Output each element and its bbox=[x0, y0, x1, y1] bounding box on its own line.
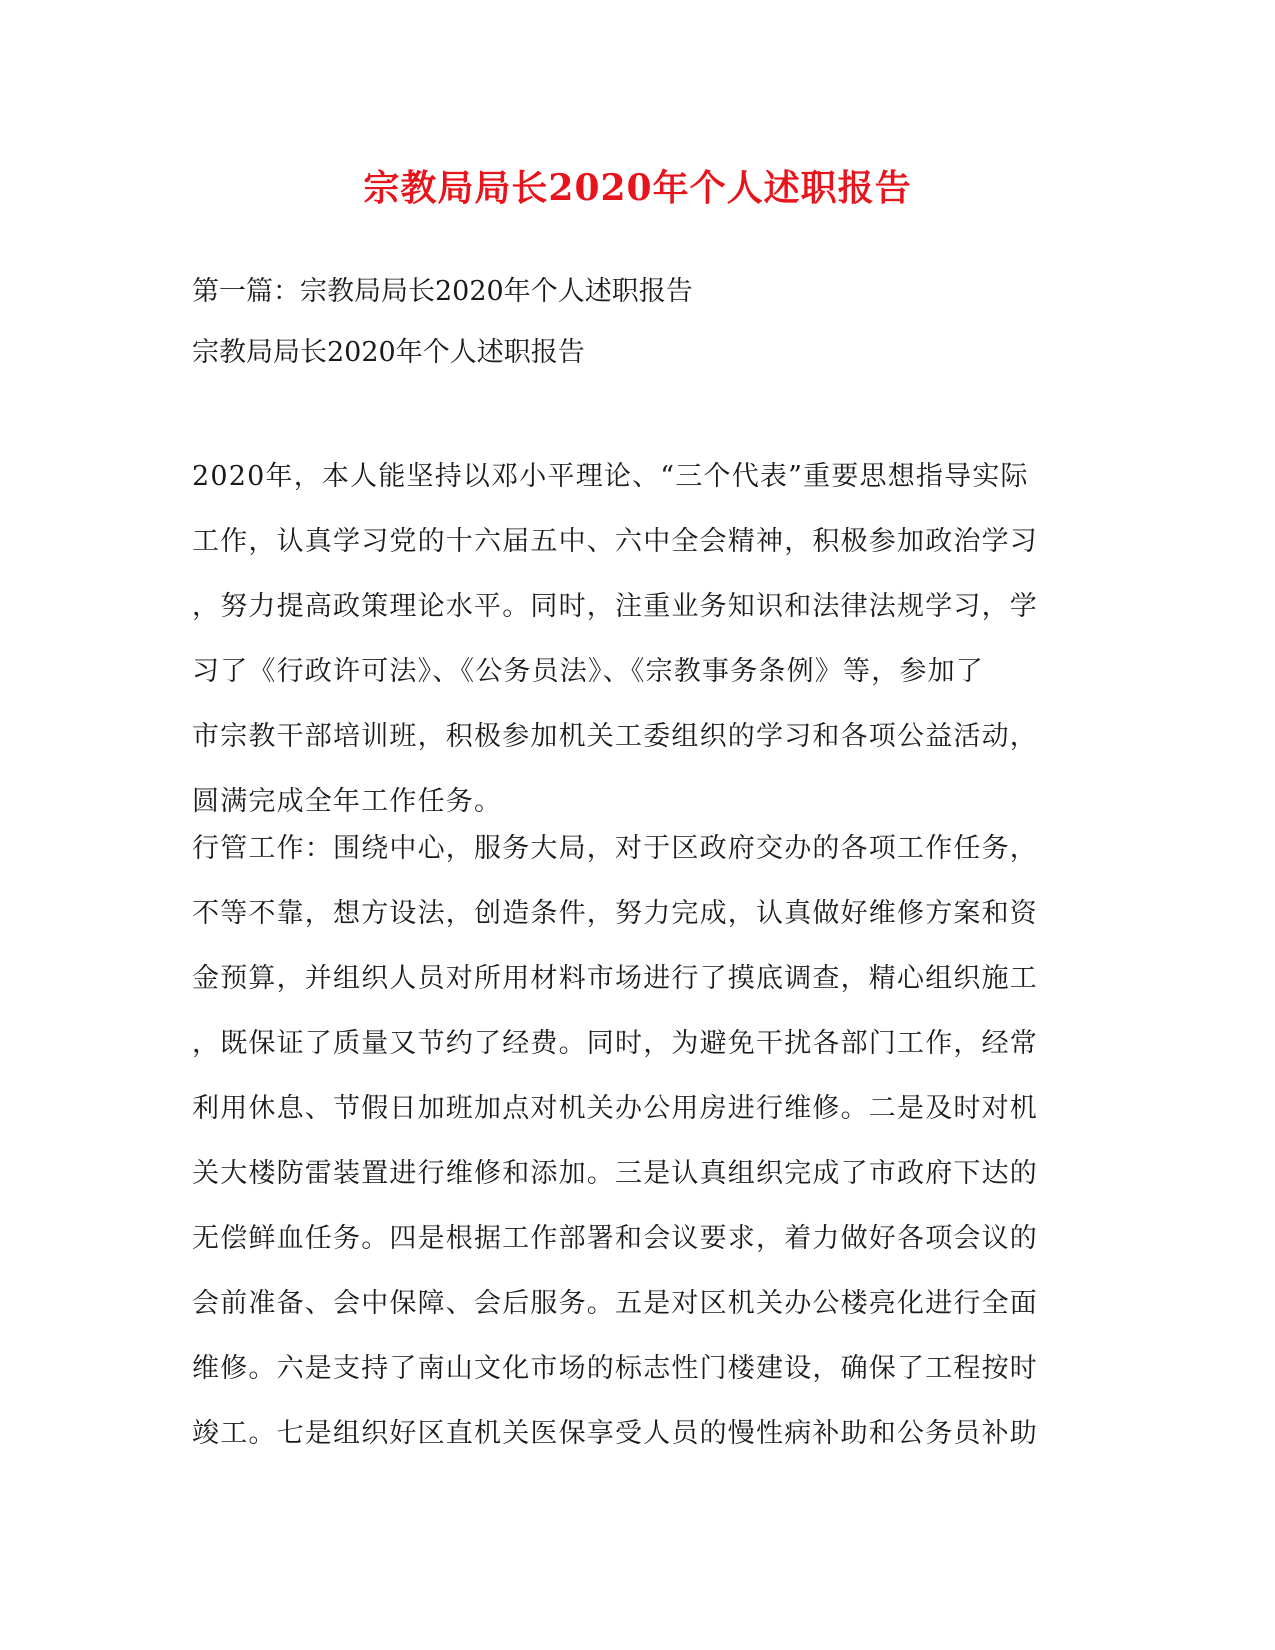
paragraph-line: ，努力提高政策理论水平。同时，注重业务知识和法律法规学习，学 bbox=[192, 591, 1038, 622]
paragraph-line: 工作，认真学习党的十六届五中、六中全会精神，积极参加政治学习 bbox=[192, 526, 1038, 557]
document-title: 宗教局局长2020年个人述职报告 bbox=[363, 167, 912, 209]
paragraph-line: 金预算，并组织人员对所用材料市场进行了摸底调查，精心组织施工 bbox=[192, 963, 1038, 994]
paragraph-line: 2020年，本人能坚持以邓小平理论、“三个代表”重要思想指导实际 bbox=[192, 461, 1029, 492]
paragraph-line: 利用休息、节假日加班加点对机关办公用房进行维修。二是及时对机 bbox=[192, 1093, 1038, 1124]
paragraph-1 bbox=[192, 444, 1072, 834]
paragraph-line: 习了《行政许可法》、《公务员法》、《宗教事务条例》等，参加了 bbox=[192, 656, 984, 687]
paragraph-line: 市宗教干部培训班，积极参加机关工委组织的学习和各项公益活动， bbox=[192, 721, 1038, 752]
paragraph-line: 维修。六是支持了南山文化市场的标志性门楼建设，确保了工程按时 bbox=[192, 1353, 1038, 1384]
paragraph-line: ，既保证了质量又节约了经费。同时，为避免干扰各部门工作，经常 bbox=[192, 1028, 1038, 1059]
paragraph-line: 竣工。七是组织好区直机关医保享受人员的慢性病补助和公务员补助 bbox=[192, 1418, 1038, 1449]
paragraph-line: 无偿鲜血任务。四是根据工作部署和会议要求，着力做好各项会议的 bbox=[192, 1223, 1038, 1254]
paragraph-line: 会前准备、会中保障、会后服务。五是对区机关办公楼亮化进行全面 bbox=[192, 1288, 1038, 1319]
section-heading: 第一篇：宗教局局长2020年个人述职报告 bbox=[192, 276, 693, 307]
paragraph-line: 不等不靠，想方设法，创造条件，努力完成，认真做好维修方案和资 bbox=[192, 898, 1038, 929]
section-subtitle: 宗教局局长2020年个人述职报告 bbox=[192, 337, 585, 368]
paragraph-line: 行管工作：围绕中心，服务大局，对于区政府交办的各项工作任务， bbox=[192, 833, 1038, 864]
paragraph-line: 关大楼防雷装置进行维修和添加。三是认真组织完成了市政府下达的 bbox=[192, 1158, 1038, 1189]
paragraph-2 bbox=[192, 816, 1072, 1466]
paragraph-line: 圆满完成全年工作任务。 bbox=[192, 786, 503, 817]
